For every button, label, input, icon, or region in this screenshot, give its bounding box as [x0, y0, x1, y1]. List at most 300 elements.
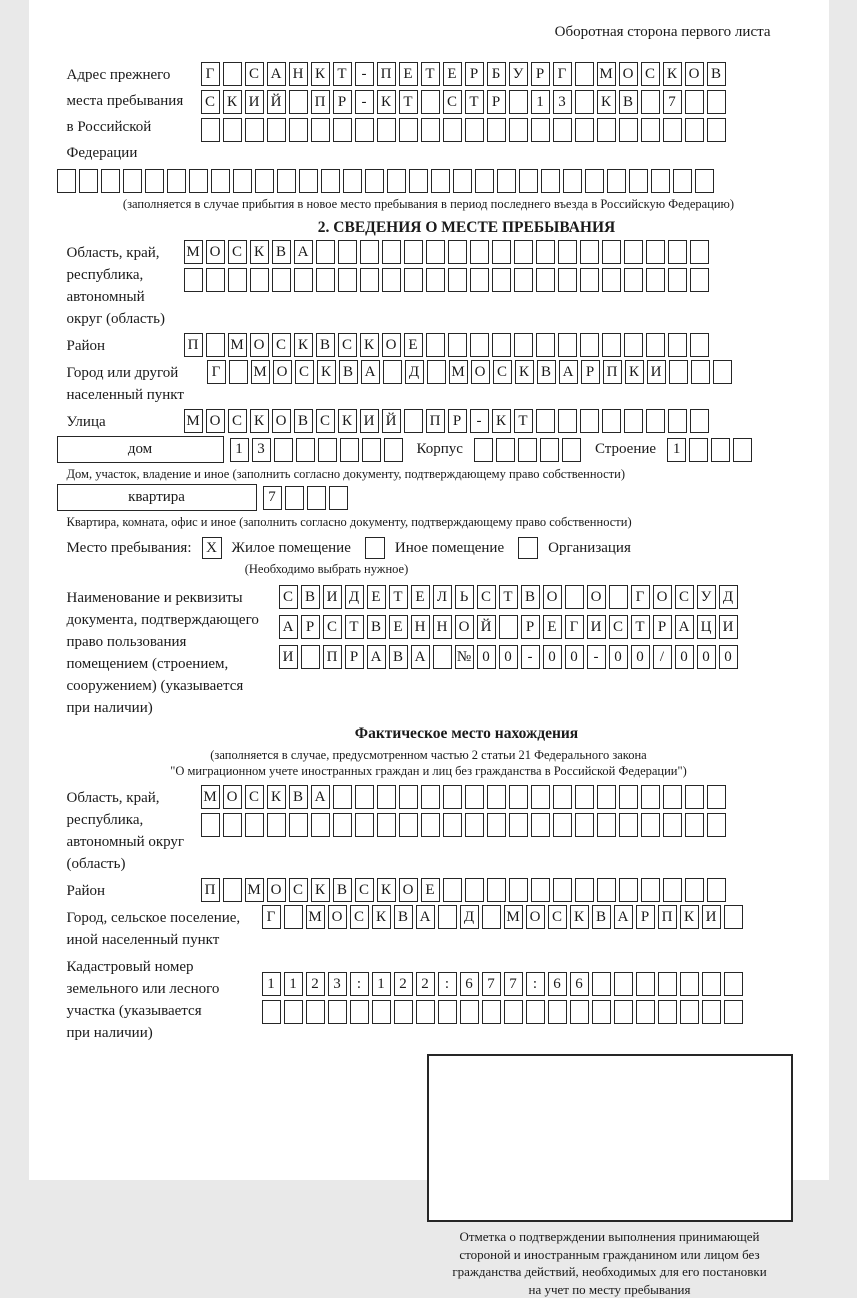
char-cell-empty[interactable] [475, 169, 494, 193]
char-cell[interactable]: - [587, 645, 606, 669]
char-cell-empty[interactable] [399, 118, 418, 142]
char-cell-empty[interactable] [223, 878, 242, 902]
char-cell[interactable]: Е [389, 615, 408, 639]
char-cell-empty[interactable] [421, 785, 440, 809]
char-cell[interactable]: А [559, 360, 578, 384]
char-cell[interactable]: Р [333, 90, 352, 114]
char-cell-empty[interactable] [321, 169, 340, 193]
char-cell[interactable]: О [526, 905, 545, 929]
char-cell[interactable]: П [311, 90, 330, 114]
char-cell-empty[interactable] [602, 240, 621, 264]
char-cell-empty[interactable] [536, 333, 555, 357]
char-cell-empty[interactable] [377, 118, 396, 142]
char-cell[interactable]: С [477, 585, 496, 609]
char-cell-empty[interactable] [465, 118, 484, 142]
char-cell[interactable]: В [394, 905, 413, 929]
char-cell-empty[interactable] [624, 409, 643, 433]
char-cell[interactable]: М [245, 878, 264, 902]
char-cell-empty[interactable] [575, 118, 594, 142]
char-cell-empty[interactable] [245, 813, 264, 837]
char-cell[interactable]: Т [421, 62, 440, 86]
char-cell[interactable]: С [548, 905, 567, 929]
char-cell[interactable]: С [675, 585, 694, 609]
char-cell-empty[interactable] [333, 813, 352, 837]
char-cell[interactable]: С [295, 360, 314, 384]
char-cell[interactable]: В [294, 409, 313, 433]
char-cell[interactable]: А [367, 645, 386, 669]
char-cell[interactable]: А [294, 240, 313, 264]
char-cell[interactable]: О [471, 360, 490, 384]
char-cell[interactable]: О [587, 585, 606, 609]
char-cell-empty[interactable] [333, 118, 352, 142]
char-cell-empty[interactable] [702, 972, 721, 996]
char-cell-empty[interactable] [443, 878, 462, 902]
char-cell-empty[interactable] [624, 268, 643, 292]
char-cell[interactable]: О [619, 62, 638, 86]
char-cell-empty[interactable] [267, 813, 286, 837]
char-cell[interactable]: О [328, 905, 347, 929]
char-cell-empty[interactable] [272, 268, 291, 292]
char-cell-empty[interactable] [602, 268, 621, 292]
char-cell-empty[interactable] [562, 438, 581, 462]
char-cell[interactable]: О [399, 878, 418, 902]
char-cell-empty[interactable] [311, 813, 330, 837]
char-cell-empty[interactable] [658, 972, 677, 996]
char-cell-empty[interactable] [250, 268, 269, 292]
char-cell-empty[interactable] [211, 169, 230, 193]
char-cell-empty[interactable] [609, 585, 628, 609]
char-cell-empty[interactable] [580, 240, 599, 264]
char-cell-empty[interactable] [329, 486, 348, 510]
char-cell-empty[interactable] [663, 785, 682, 809]
char-cell[interactable]: М [306, 905, 325, 929]
char-cell-empty[interactable] [695, 169, 714, 193]
char-cell-empty[interactable] [540, 438, 559, 462]
char-cell[interactable]: В [333, 878, 352, 902]
char-cell-empty[interactable] [565, 585, 584, 609]
char-cell[interactable]: С [316, 409, 335, 433]
char-cell[interactable]: К [680, 905, 699, 929]
char-cell-empty[interactable] [229, 360, 248, 384]
char-cell-empty[interactable] [79, 169, 98, 193]
char-cell[interactable]: П [426, 409, 445, 433]
char-cell[interactable]: Р [531, 62, 550, 86]
char-cell-empty[interactable] [646, 268, 665, 292]
char-cell[interactable]: С [228, 409, 247, 433]
char-cell[interactable]: К [338, 409, 357, 433]
char-cell-empty[interactable] [548, 1000, 567, 1024]
char-cell-empty[interactable] [629, 169, 648, 193]
char-cell-empty[interactable] [707, 878, 726, 902]
char-cell[interactable]: С [338, 333, 357, 357]
char-cell-empty[interactable] [470, 333, 489, 357]
char-cell[interactable]: С [201, 90, 220, 114]
char-cell-empty[interactable] [509, 118, 528, 142]
char-cell-empty[interactable] [233, 169, 252, 193]
char-cell[interactable]: К [492, 409, 511, 433]
char-cell-empty[interactable] [338, 268, 357, 292]
char-cell-empty[interactable] [592, 1000, 611, 1024]
char-cell-empty[interactable] [296, 438, 315, 462]
char-cell-empty[interactable] [553, 118, 572, 142]
char-cell-empty[interactable] [487, 813, 506, 837]
char-cell-empty[interactable] [470, 240, 489, 264]
char-cell[interactable]: В [339, 360, 358, 384]
char-cell[interactable]: 2 [394, 972, 413, 996]
char-cell-empty[interactable] [57, 169, 76, 193]
char-cell-empty[interactable] [333, 785, 352, 809]
char-cell-empty[interactable] [299, 169, 318, 193]
char-cell-empty[interactable] [421, 813, 440, 837]
char-cell-empty[interactable] [382, 268, 401, 292]
char-cell-empty[interactable] [614, 1000, 633, 1024]
char-cell-empty[interactable] [372, 1000, 391, 1024]
char-cell-empty[interactable] [663, 118, 682, 142]
char-cell[interactable]: Ь [455, 585, 474, 609]
char-cell-empty[interactable] [509, 785, 528, 809]
char-cell[interactable]: К [311, 62, 330, 86]
char-cell-empty[interactable] [669, 360, 688, 384]
char-cell-empty[interactable] [597, 785, 616, 809]
char-cell-empty[interactable] [707, 813, 726, 837]
char-cell-empty[interactable] [646, 333, 665, 357]
char-cell[interactable]: Г [565, 615, 584, 639]
char-cell[interactable]: В [301, 585, 320, 609]
char-cell-empty[interactable] [284, 905, 303, 929]
char-cell[interactable]: С [245, 62, 264, 86]
char-cell[interactable]: Р [487, 90, 506, 114]
char-cell-empty[interactable] [641, 813, 660, 837]
char-cell[interactable]: Д [345, 585, 364, 609]
char-cell-empty[interactable] [536, 240, 555, 264]
char-cell[interactable]: К [360, 333, 379, 357]
char-cell-empty[interactable] [553, 813, 572, 837]
char-cell[interactable]: 3 [252, 438, 271, 462]
char-cell-empty[interactable] [482, 1000, 501, 1024]
char-cell-empty[interactable] [289, 813, 308, 837]
char-cell-empty[interactable] [690, 268, 709, 292]
char-cell-empty[interactable] [685, 878, 704, 902]
char-cell-empty[interactable] [575, 813, 594, 837]
char-cell-empty[interactable] [733, 438, 752, 462]
char-cell[interactable]: Г [553, 62, 572, 86]
char-cell-empty[interactable] [394, 1000, 413, 1024]
char-cell-empty[interactable] [724, 905, 743, 929]
char-cell[interactable]: Д [405, 360, 424, 384]
char-cell-empty[interactable] [641, 90, 660, 114]
char-cell-empty[interactable] [426, 240, 445, 264]
char-cell-empty[interactable] [343, 169, 362, 193]
char-cell[interactable]: В [289, 785, 308, 809]
char-cell-empty[interactable] [580, 409, 599, 433]
char-cell-empty[interactable] [499, 615, 518, 639]
char-cell-empty[interactable] [487, 118, 506, 142]
char-cell[interactable]: С [245, 785, 264, 809]
char-cell[interactable]: О [267, 878, 286, 902]
char-cell[interactable]: С [228, 240, 247, 264]
char-cell-empty[interactable] [711, 438, 730, 462]
char-cell-empty[interactable] [285, 486, 304, 510]
char-cell-empty[interactable] [360, 268, 379, 292]
char-cell-empty[interactable] [602, 409, 621, 433]
char-cell[interactable]: С [355, 878, 374, 902]
char-cell-empty[interactable] [465, 878, 484, 902]
char-cell[interactable]: Т [499, 585, 518, 609]
char-cell-empty[interactable] [509, 878, 528, 902]
char-cell-empty[interactable] [619, 118, 638, 142]
char-cell-empty[interactable] [504, 1000, 523, 1024]
char-cell-empty[interactable] [409, 169, 428, 193]
char-cell[interactable]: Т [399, 90, 418, 114]
residential-checkbox[interactable]: X [202, 537, 222, 559]
char-cell[interactable]: В [707, 62, 726, 86]
char-cell-empty[interactable] [690, 333, 709, 357]
char-cell-empty[interactable] [426, 268, 445, 292]
char-cell-empty[interactable] [438, 1000, 457, 1024]
char-cell-empty[interactable] [307, 486, 326, 510]
char-cell[interactable]: 0 [565, 645, 584, 669]
char-cell[interactable]: Т [389, 585, 408, 609]
char-cell[interactable]: В [316, 333, 335, 357]
char-cell[interactable]: 7 [482, 972, 501, 996]
char-cell-empty[interactable] [685, 90, 704, 114]
char-cell-empty[interactable] [575, 878, 594, 902]
char-cell-empty[interactable] [641, 878, 660, 902]
char-cell-empty[interactable] [289, 90, 308, 114]
char-cell[interactable]: К [597, 90, 616, 114]
char-cell[interactable]: Л [433, 585, 452, 609]
char-cell-empty[interactable] [404, 240, 423, 264]
char-cell-empty[interactable] [262, 1000, 281, 1024]
char-cell-empty[interactable] [707, 118, 726, 142]
char-cell-empty[interactable] [189, 169, 208, 193]
char-cell-empty[interactable] [619, 785, 638, 809]
char-cell[interactable]: Н [289, 62, 308, 86]
char-cell-empty[interactable] [274, 438, 293, 462]
char-cell[interactable]: В [537, 360, 556, 384]
char-cell-empty[interactable] [619, 813, 638, 837]
char-cell-empty[interactable] [658, 1000, 677, 1024]
char-cell-empty[interactable] [206, 333, 225, 357]
char-cell[interactable]: А [416, 905, 435, 929]
char-cell[interactable]: 0 [609, 645, 628, 669]
char-cell[interactable]: 1 [531, 90, 550, 114]
char-cell[interactable]: А [267, 62, 286, 86]
char-cell[interactable]: 7 [663, 90, 682, 114]
char-cell-empty[interactable] [668, 268, 687, 292]
char-cell[interactable]: П [323, 645, 342, 669]
char-cell[interactable]: В [389, 645, 408, 669]
char-cell[interactable]: К [377, 90, 396, 114]
char-cell[interactable]: 1 [262, 972, 281, 996]
char-cell[interactable]: С [279, 585, 298, 609]
char-cell[interactable]: О [455, 615, 474, 639]
char-cell-empty[interactable] [531, 118, 550, 142]
char-cell-empty[interactable] [465, 785, 484, 809]
char-cell-empty[interactable] [685, 785, 704, 809]
char-cell[interactable]: : [350, 972, 369, 996]
char-cell-empty[interactable] [558, 333, 577, 357]
char-cell-empty[interactable] [673, 169, 692, 193]
char-cell-empty[interactable] [399, 785, 418, 809]
char-cell-empty[interactable] [614, 972, 633, 996]
char-cell-empty[interactable] [558, 268, 577, 292]
char-cell-empty[interactable] [294, 268, 313, 292]
char-cell[interactable]: М [184, 409, 203, 433]
char-cell-empty[interactable] [668, 409, 687, 433]
char-cell-empty[interactable] [602, 333, 621, 357]
char-cell-empty[interactable] [223, 62, 242, 86]
char-cell[interactable]: Е [443, 62, 462, 86]
char-cell-empty[interactable] [492, 240, 511, 264]
char-cell[interactable]: И [245, 90, 264, 114]
char-cell[interactable]: Е [367, 585, 386, 609]
char-cell[interactable]: Т [631, 615, 650, 639]
char-cell-empty[interactable] [624, 240, 643, 264]
char-cell-empty[interactable] [404, 268, 423, 292]
char-cell-empty[interactable] [201, 813, 220, 837]
char-cell[interactable]: 0 [719, 645, 738, 669]
char-cell-empty[interactable] [399, 813, 418, 837]
char-cell[interactable]: П [184, 333, 203, 357]
char-cell-empty[interactable] [707, 785, 726, 809]
char-cell[interactable]: О [206, 409, 225, 433]
char-cell[interactable]: О [223, 785, 242, 809]
char-cell[interactable]: С [609, 615, 628, 639]
char-cell-empty[interactable] [646, 409, 665, 433]
char-cell-empty[interactable] [328, 1000, 347, 1024]
char-cell-empty[interactable] [443, 813, 462, 837]
char-cell-empty[interactable] [646, 240, 665, 264]
char-cell-empty[interactable] [713, 360, 732, 384]
char-cell-empty[interactable] [465, 813, 484, 837]
char-cell[interactable]: Е [543, 615, 562, 639]
char-cell[interactable]: Й [477, 615, 496, 639]
char-cell-empty[interactable] [575, 62, 594, 86]
char-cell[interactable]: 2 [416, 972, 435, 996]
char-cell[interactable]: : [526, 972, 545, 996]
char-cell[interactable]: К [570, 905, 589, 929]
char-cell-empty[interactable] [585, 169, 604, 193]
char-cell[interactable]: 0 [499, 645, 518, 669]
char-cell[interactable]: П [658, 905, 677, 929]
char-cell-empty[interactable] [482, 905, 501, 929]
char-cell-empty[interactable] [228, 268, 247, 292]
char-cell-empty[interactable] [509, 90, 528, 114]
char-cell-empty[interactable] [514, 240, 533, 264]
char-cell-empty[interactable] [101, 169, 120, 193]
char-cell[interactable]: Т [514, 409, 533, 433]
char-cell[interactable]: 3 [553, 90, 572, 114]
char-cell[interactable]: 0 [543, 645, 562, 669]
char-cell[interactable]: Т [345, 615, 364, 639]
char-cell-empty[interactable] [570, 1000, 589, 1024]
char-cell-empty[interactable] [383, 360, 402, 384]
char-cell-empty[interactable] [426, 333, 445, 357]
char-cell-empty[interactable] [597, 118, 616, 142]
char-cell[interactable]: И [587, 615, 606, 639]
char-cell[interactable]: Г [201, 62, 220, 86]
char-cell-empty[interactable] [267, 118, 286, 142]
char-cell[interactable]: И [279, 645, 298, 669]
char-cell-empty[interactable] [145, 169, 164, 193]
char-cell-empty[interactable] [404, 409, 423, 433]
char-cell[interactable]: К [515, 360, 534, 384]
char-cell[interactable]: И [719, 615, 738, 639]
char-cell-empty[interactable] [531, 785, 550, 809]
char-cell-empty[interactable] [123, 169, 142, 193]
char-cell[interactable]: Р [465, 62, 484, 86]
char-cell[interactable]: О [653, 585, 672, 609]
char-cell[interactable]: 1 [667, 438, 686, 462]
char-cell-empty[interactable] [668, 333, 687, 357]
char-cell-empty[interactable] [245, 118, 264, 142]
char-cell-empty[interactable] [448, 240, 467, 264]
char-cell[interactable]: 3 [328, 972, 347, 996]
char-cell[interactable]: П [201, 878, 220, 902]
char-cell-empty[interactable] [362, 438, 381, 462]
char-cell-empty[interactable] [453, 169, 472, 193]
char-cell-empty[interactable] [541, 169, 560, 193]
char-cell[interactable]: С [493, 360, 512, 384]
char-cell-empty[interactable] [518, 438, 537, 462]
char-cell-empty[interactable] [460, 1000, 479, 1024]
char-cell[interactable]: К [223, 90, 242, 114]
char-cell[interactable]: Б [487, 62, 506, 86]
char-cell[interactable]: В [521, 585, 540, 609]
char-cell[interactable]: С [350, 905, 369, 929]
char-cell[interactable]: Р [653, 615, 672, 639]
char-cell[interactable]: В [272, 240, 291, 264]
char-cell[interactable]: И [702, 905, 721, 929]
char-cell-empty[interactable] [519, 169, 538, 193]
char-cell-empty[interactable] [663, 813, 682, 837]
char-cell[interactable]: О [543, 585, 562, 609]
char-cell[interactable]: 0 [477, 645, 496, 669]
char-cell[interactable]: К [267, 785, 286, 809]
char-cell[interactable]: И [323, 585, 342, 609]
char-cell-empty[interactable] [580, 333, 599, 357]
char-cell[interactable]: И [360, 409, 379, 433]
char-cell-empty[interactable] [607, 169, 626, 193]
char-cell[interactable]: С [443, 90, 462, 114]
char-cell-empty[interactable] [350, 1000, 369, 1024]
char-cell-empty[interactable] [553, 878, 572, 902]
char-cell[interactable]: Е [411, 585, 430, 609]
char-cell[interactable]: А [614, 905, 633, 929]
char-cell-empty[interactable] [306, 1000, 325, 1024]
char-cell[interactable]: / [653, 645, 672, 669]
char-cell-empty[interactable] [377, 813, 396, 837]
char-cell[interactable]: О [382, 333, 401, 357]
char-cell-empty[interactable] [487, 878, 506, 902]
char-cell[interactable]: Р [521, 615, 540, 639]
char-cell-empty[interactable] [496, 438, 515, 462]
char-cell[interactable]: И [647, 360, 666, 384]
char-cell[interactable]: Р [345, 645, 364, 669]
char-cell-empty[interactable] [641, 785, 660, 809]
char-cell[interactable]: К [250, 409, 269, 433]
char-cell[interactable]: С [641, 62, 660, 86]
char-cell-empty[interactable] [690, 409, 709, 433]
char-cell[interactable]: О [206, 240, 225, 264]
char-cell[interactable]: О [685, 62, 704, 86]
char-cell[interactable]: Р [301, 615, 320, 639]
organization-checkbox[interactable] [518, 537, 538, 559]
char-cell-empty[interactable] [382, 240, 401, 264]
char-cell-empty[interactable] [427, 360, 446, 384]
char-cell[interactable]: Е [421, 878, 440, 902]
